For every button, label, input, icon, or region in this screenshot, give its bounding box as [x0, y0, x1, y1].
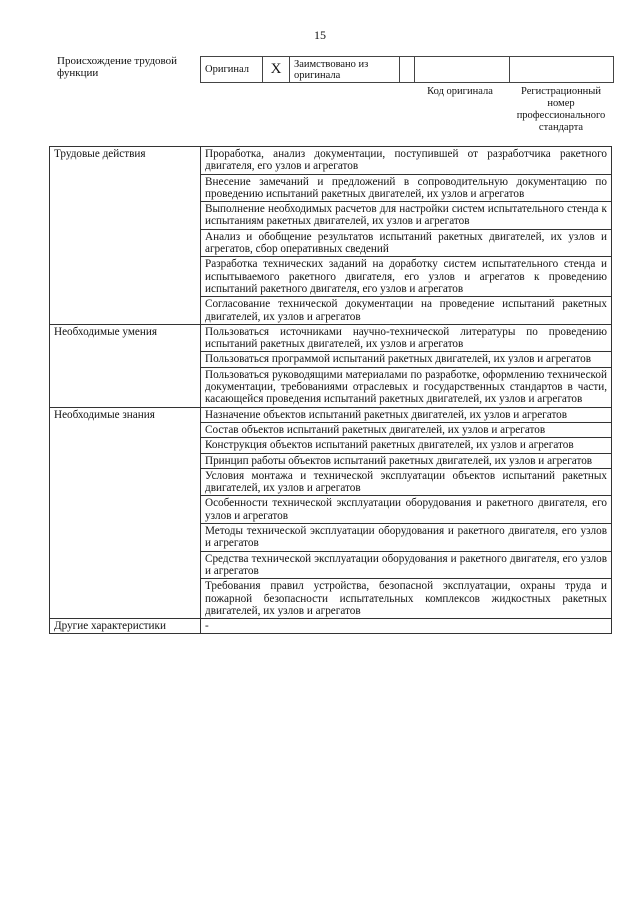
table-row: [50, 147, 612, 175]
original-cell: Оригинал: [201, 57, 263, 83]
reg-number-cell: [510, 57, 614, 83]
section-item: Согласование технической документации на проведение испытаний ракетных двигателей, их узлов и агрегатов: [201, 297, 612, 325]
section-label: Необходимые знания: [50, 407, 201, 618]
section-item: Средства технической эксплуатации оборудования и ракетного двигателя, его узлов и агрегатов: [201, 551, 612, 579]
borrowed-cell: Заимствовано из оригинала: [290, 57, 400, 83]
section-item: Пользоваться программой испытаний ракетных двигателей, их узлов и агрегатов: [201, 352, 612, 367]
code-original-cell: [415, 57, 510, 83]
section-item: Назначение объектов испытаний ракетных двигателей, их узлов и агрегатов: [201, 407, 612, 422]
section-item: Методы технической эксплуатации оборудования и ракетного двигателя, его узлов и агрегатов: [201, 524, 612, 552]
section-item: -: [201, 619, 612, 634]
code-original-caption: Код оригинала: [427, 86, 493, 97]
page-number: 15: [314, 28, 326, 42]
section-label: Трудовые действия: [50, 147, 201, 325]
section-item: Требования правил устройства, безопасной эксплуатации, охраны труда и пожарной безопасности испытательных комплексов жидкостных ракетных двигателей, их узлов и агрегатов: [201, 579, 612, 619]
origin-label: Происхождение трудовой функции: [57, 55, 178, 79]
origin-table: [200, 56, 614, 83]
table-row: [50, 619, 612, 634]
section-item: Принцип работы объектов испытаний ракетных двигателей, их узлов и агрегатов: [201, 453, 612, 468]
original-mark: X: [263, 57, 290, 83]
section-item: Конструкция объектов испытаний ракетных двигателей, их узлов и агрегатов: [201, 438, 612, 453]
section-label: Другие характеристики: [50, 619, 201, 634]
section-item: Внесение замечаний и предложений в сопроводительную документацию по проведению испытаний ракетных двигателей, их узлов и агрегатов: [201, 174, 612, 202]
section-item: Особенности технической эксплуатации оборудования и ракетного двигателя, его узлов и агрегатов: [201, 496, 612, 524]
section-item: Проработка, анализ документации, поступившей от разработчика ракетного двигателя, его узлов и агрегатов: [201, 147, 612, 175]
section-label: Необходимые умения: [50, 324, 201, 407]
section-item: Анализ и обобщение результатов испытаний ракетных двигателей, их узлов и агрегатов, сбор оперативных сведений: [201, 229, 612, 257]
table-row: [50, 407, 612, 422]
function-table: [49, 146, 612, 634]
section-item: Состав объектов испытаний ракетных двигателей, их узлов и агрегатов: [201, 422, 612, 437]
section-item: Условия монтажа и технической эксплуатации объектов испытаний ракетных двигателей, их узлов и агрегатов: [201, 468, 612, 496]
reg-number-caption: Регистрационный номер профессионального стандарта: [516, 86, 606, 133]
section-item: Выполнение необходимых расчетов для настройки систем испытательного стенда к испытаниям ракетных двигателей, их узлов и агрегатов: [201, 202, 612, 230]
section-item: Разработка технических заданий на доработку систем испытательного стенда и испытываемого ракетного двигателя, его узлов и агрегатов к проведению испытаний ракетного двигателя, его узлов и агрегатов: [201, 257, 612, 297]
section-item: Пользоваться источниками научно-технической литературы по проведению испытаний ракетных двигателей, их узлов и агрегатов: [201, 324, 612, 352]
borrowed-mark-cell: [400, 57, 415, 83]
table-row: [50, 324, 612, 352]
section-item: Пользоваться руководящими материалами по разработке, оформлению технической документации, требованиями отраслевых и государственных стандартов в части, касающейся проведения испытаний ракетных двигателей, их узлов и агрегатов: [201, 367, 612, 407]
